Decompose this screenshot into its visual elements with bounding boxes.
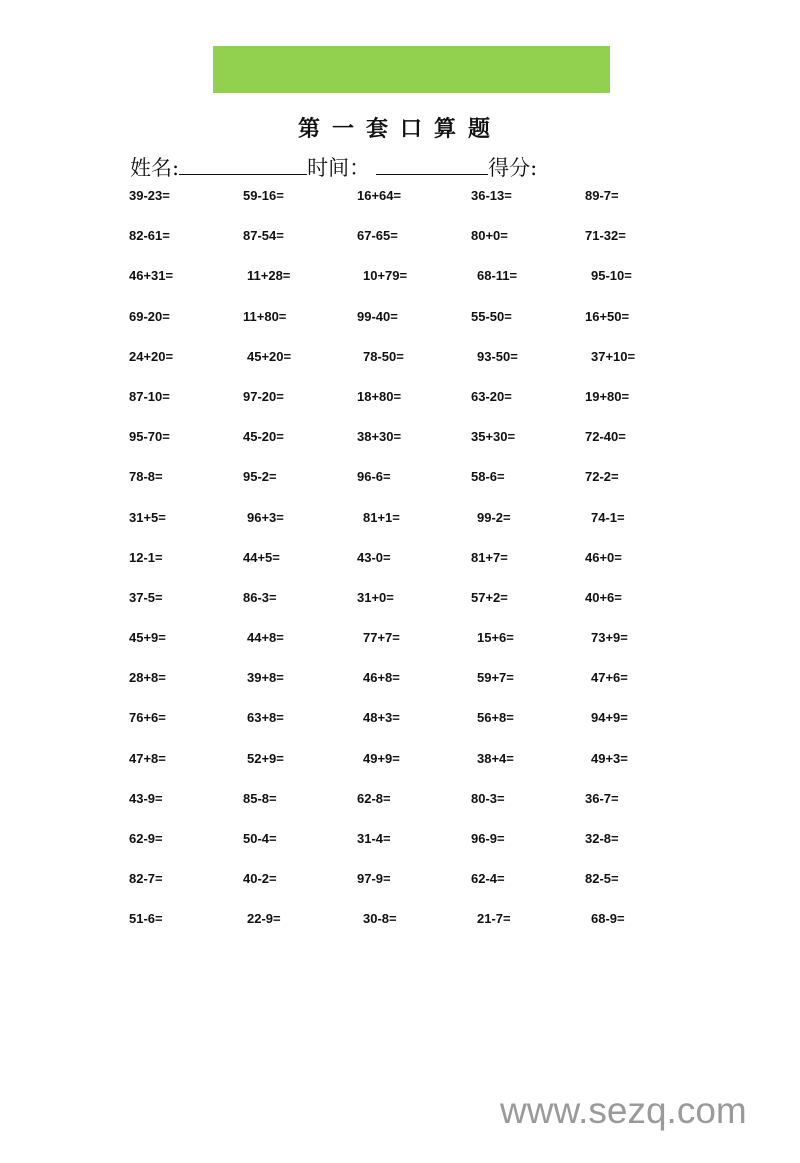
problem-row bbox=[129, 429, 699, 469]
problem-item: 31+5= bbox=[129, 509, 166, 525]
problem-row bbox=[129, 911, 699, 951]
problem-row bbox=[129, 590, 699, 630]
problem-row bbox=[129, 791, 699, 831]
problem-item: 58-6= bbox=[471, 469, 505, 485]
problem-item: 48+3= bbox=[363, 710, 400, 726]
name-label: 姓名: bbox=[130, 156, 180, 180]
problem-item: 72-40= bbox=[585, 429, 626, 445]
problem-item: 74-1= bbox=[591, 509, 625, 525]
problem-item: 56+8= bbox=[477, 710, 514, 726]
problem-item: 47+8= bbox=[129, 750, 166, 766]
problem-item: 51-6= bbox=[129, 911, 163, 927]
problem-item: 78-50= bbox=[363, 348, 404, 364]
problem-item: 95-70= bbox=[129, 429, 170, 445]
problem-item: 37-5= bbox=[129, 589, 163, 605]
problem-row bbox=[129, 831, 699, 871]
problem-item: 87-54= bbox=[243, 228, 284, 244]
problem-item: 78-8= bbox=[129, 469, 163, 485]
score-label: 得分: bbox=[488, 156, 538, 180]
problem-item: 86-3= bbox=[243, 589, 277, 605]
problem-item: 97-20= bbox=[243, 388, 284, 404]
problem-item: 96-9= bbox=[471, 831, 505, 846]
problem-item: 37+10= bbox=[591, 348, 636, 364]
problem-item: 67-65= bbox=[357, 228, 398, 244]
problem-item: 10+79= bbox=[363, 268, 408, 284]
problem-item: 71-32= bbox=[585, 228, 626, 244]
problem-item: 68-9= bbox=[591, 911, 625, 927]
problem-item: 49+9= bbox=[363, 750, 400, 766]
problem-item: 72-2= bbox=[585, 469, 619, 485]
problem-row bbox=[129, 751, 699, 791]
problem-item: 59-16= bbox=[243, 188, 284, 203]
problem-item: 16+50= bbox=[585, 308, 630, 324]
problem-item: 39+8= bbox=[247, 670, 284, 686]
page-title: 第一套口算题 bbox=[297, 116, 502, 142]
problem-row bbox=[129, 228, 699, 268]
problem-item: 85-8= bbox=[243, 790, 277, 806]
problem-item: 57+2= bbox=[471, 589, 508, 605]
student-info-line bbox=[130, 152, 537, 182]
problem-item: 36-7= bbox=[585, 790, 619, 806]
problem-row bbox=[129, 630, 699, 670]
problem-item: 59+7= bbox=[477, 670, 514, 686]
problem-item: 19+80= bbox=[585, 388, 630, 404]
problem-item: 16+64= bbox=[357, 188, 402, 203]
problem-item: 49+3= bbox=[591, 750, 628, 766]
problem-item: 82-7= bbox=[129, 871, 163, 887]
problem-item: 44+8= bbox=[247, 630, 284, 646]
problem-item: 39-23= bbox=[129, 188, 170, 203]
problem-item: 46+0= bbox=[585, 549, 622, 565]
problem-item: 45+20= bbox=[247, 348, 292, 364]
problem-item: 35+30= bbox=[471, 429, 516, 445]
problem-row bbox=[129, 550, 699, 590]
problem-item: 31-4= bbox=[357, 831, 391, 846]
problem-row bbox=[129, 670, 699, 710]
problem-item: 50-4= bbox=[243, 831, 277, 846]
problem-item: 36-13= bbox=[471, 188, 512, 203]
green-banner bbox=[213, 46, 610, 93]
problem-item: 63+8= bbox=[247, 710, 284, 726]
problem-item: 12-1= bbox=[129, 549, 163, 565]
problem-item: 24+20= bbox=[129, 348, 174, 364]
problem-item: 11+80= bbox=[243, 308, 287, 324]
problem-item: 80+0= bbox=[471, 228, 508, 244]
problem-item: 96-6= bbox=[357, 469, 391, 485]
problem-item: 32-8= bbox=[585, 831, 619, 846]
problem-row bbox=[129, 349, 699, 389]
problem-item: 73+9= bbox=[591, 630, 628, 646]
problem-item: 46+31= bbox=[129, 268, 174, 284]
problem-item: 62-8= bbox=[357, 790, 391, 806]
problem-item: 52+9= bbox=[247, 750, 284, 766]
problem-item: 40-2= bbox=[243, 871, 277, 887]
problem-row bbox=[129, 510, 699, 550]
problem-row bbox=[129, 188, 699, 228]
name-blank[interactable] bbox=[179, 154, 307, 175]
problem-row bbox=[129, 710, 699, 750]
problem-item: 69-20= bbox=[129, 308, 170, 324]
problem-item: 96+3= bbox=[247, 509, 284, 525]
problem-item: 28+8= bbox=[129, 670, 166, 686]
time-label: 时间： bbox=[307, 156, 371, 180]
problem-item: 81+1= bbox=[363, 509, 400, 525]
problem-item: 82-5= bbox=[585, 871, 619, 887]
problem-item: 77+7= bbox=[363, 630, 400, 646]
problem-item: 95-2= bbox=[243, 469, 277, 485]
problem-item: 30-8= bbox=[363, 911, 397, 927]
problem-item: 21-7= bbox=[477, 911, 511, 927]
problem-item: 87-10= bbox=[129, 388, 170, 404]
problem-item: 95-10= bbox=[591, 268, 632, 284]
problem-item: 76+6= bbox=[129, 710, 166, 726]
problem-item: 68-11= bbox=[477, 268, 518, 284]
problem-row bbox=[129, 871, 699, 911]
problem-item: 62-9= bbox=[129, 831, 163, 846]
problem-item: 97-9= bbox=[357, 871, 391, 887]
problem-item: 81+7= bbox=[471, 549, 508, 565]
problem-item: 22-9= bbox=[247, 911, 281, 927]
problem-item: 43-0= bbox=[357, 549, 391, 565]
problem-item: 94+9= bbox=[591, 710, 628, 726]
problem-row bbox=[129, 309, 699, 349]
problem-row bbox=[129, 469, 699, 509]
problem-item: 62-4= bbox=[471, 871, 505, 887]
problem-item: 15+6= bbox=[477, 630, 514, 646]
problem-item: 82-61= bbox=[129, 228, 170, 244]
problem-item: 99-40= bbox=[357, 308, 398, 324]
problem-row bbox=[129, 268, 699, 308]
problem-item: 89-7= bbox=[585, 188, 619, 203]
problem-grid bbox=[129, 188, 699, 952]
problem-item: 38+4= bbox=[477, 750, 514, 766]
problem-item: 44+5= bbox=[243, 549, 280, 565]
problem-row bbox=[129, 389, 699, 429]
problem-item: 63-20= bbox=[471, 388, 512, 404]
time-blank[interactable] bbox=[376, 154, 488, 175]
problem-item: 38+30= bbox=[357, 429, 402, 445]
problem-item: 45-20= bbox=[243, 429, 284, 445]
problem-item: 31+0= bbox=[357, 589, 394, 605]
problem-item: 45+9= bbox=[129, 630, 166, 646]
problem-item: 11+28= bbox=[247, 268, 291, 284]
problem-item: 80-3= bbox=[471, 790, 505, 806]
problem-item: 55-50= bbox=[471, 308, 512, 324]
problem-item: 43-9= bbox=[129, 790, 163, 806]
watermark: www.sezq.com bbox=[500, 1090, 747, 1131]
problem-item: 40+6= bbox=[585, 589, 622, 605]
problem-item: 18+80= bbox=[357, 388, 402, 404]
problem-item: 93-50= bbox=[477, 348, 518, 364]
problem-item: 46+8= bbox=[363, 670, 400, 686]
problem-item: 99-2= bbox=[477, 509, 511, 525]
problem-item: 47+6= bbox=[591, 670, 628, 686]
